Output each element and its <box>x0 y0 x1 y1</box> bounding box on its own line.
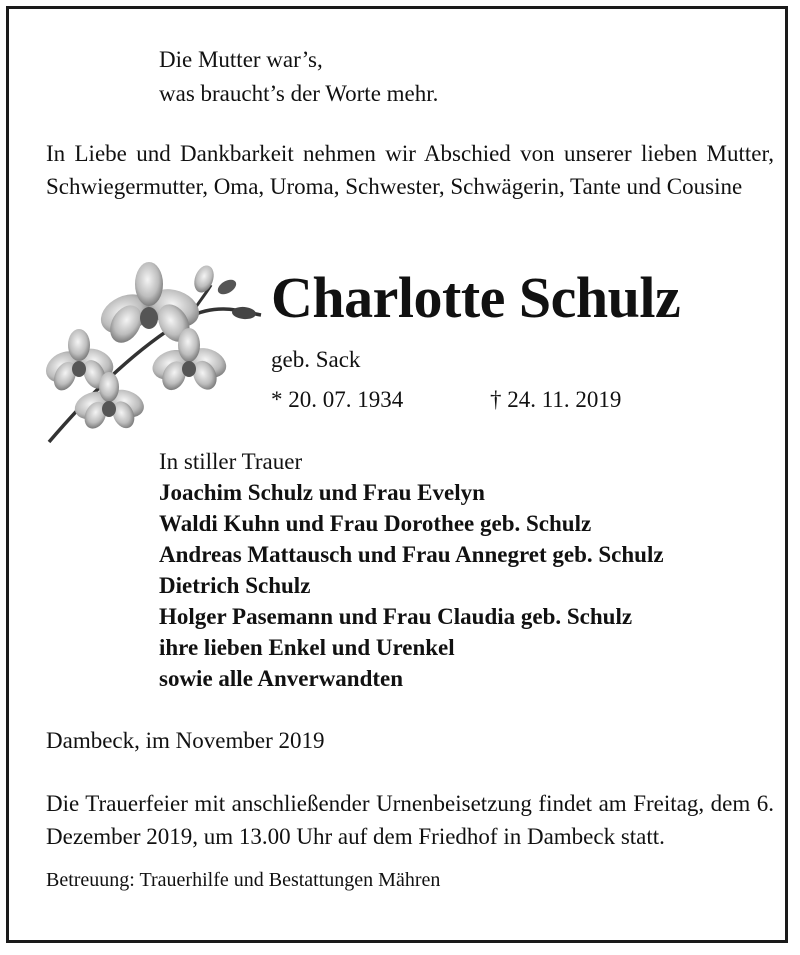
intro-text: In Liebe und Dankbarkeit nehmen wir Abschied von unserer lieben Mutter, Schwiegermutter, Oma, Uroma, Schwester, Schwägerin, Tante und Cousine <box>46 141 774 199</box>
obituary-notice <box>6 6 788 943</box>
ceremony-info-block <box>46 787 774 853</box>
motto <box>159 43 438 111</box>
ceremony-info: Die Trauerfeier mit anschließender Urnenbeisetzung findet am Freitag, dem 6. Dezember 2019, um 13.00 Uhr auf dem Friedhof in Dambeck statt. <box>46 791 774 849</box>
mourner-name: Joachim Schulz und Frau Evelyn <box>159 480 485 505</box>
funeral-home-credit: Betreuung: Trauerhilfe und Bestattungen Mähren <box>46 869 441 891</box>
motto-line-2: was braucht’s der Worte mehr. <box>159 81 439 106</box>
mourner-name: Andreas Mattausch und Frau Annegret geb. Schulz <box>159 542 664 567</box>
mourner-name: sowie alle Anverwandten <box>159 666 404 691</box>
mourner-name: Waldi Kuhn und Frau Dorothee geb. Schulz <box>159 511 592 536</box>
mourner-name: Holger Pasemann und Frau Claudia geb. Schulz <box>159 604 633 629</box>
mourners-section <box>159 446 664 694</box>
birth-date: * 20. 07. 1934 <box>271 387 404 412</box>
intro-text-block <box>46 137 774 203</box>
death-date: † 24. 11. 2019 <box>490 387 622 412</box>
mourners-list <box>159 477 664 694</box>
mourner-name: ihre lieben Enkel und Urenkel <box>159 635 455 660</box>
motto-line-1: Die Mutter war’s, <box>159 47 323 72</box>
place-and-date: Dambeck, im November 2019 <box>46 728 325 753</box>
deceased-name: Charlotte Schulz <box>271 265 681 330</box>
life-dates <box>271 385 622 415</box>
mourner-name: Dietrich Schulz <box>159 573 311 598</box>
mourning-heading: In stiller Trauer <box>159 449 303 474</box>
birth-name: geb. Sack <box>271 347 361 372</box>
orchid-icon <box>39 257 264 452</box>
